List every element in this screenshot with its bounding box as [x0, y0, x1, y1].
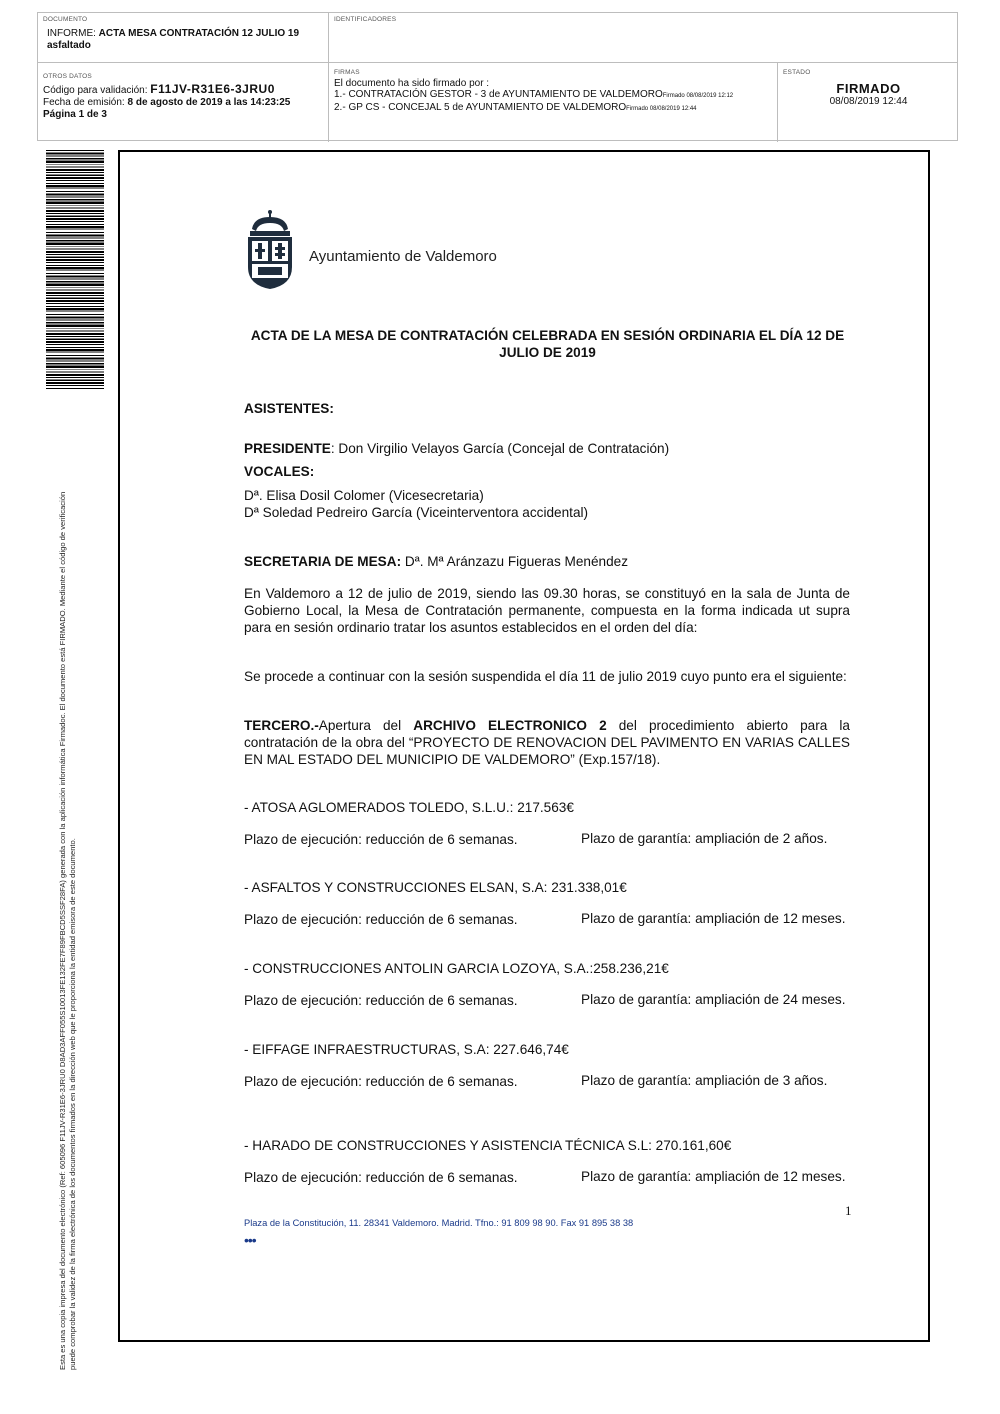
coat-of-arms-logo — [244, 209, 296, 289]
estado-value: FIRMADO — [836, 81, 901, 96]
documento-caption: DOCUMENTO — [43, 16, 88, 23]
secretaria-value: Dª. Mª Aránzazu Figueras Menéndez — [401, 554, 629, 569]
offer-company: - ATOSA AGLOMERADOS TOLEDO, S.L.U.: 217.563€ — [244, 800, 574, 815]
offer-plazo: Plazo de ejecución: reducción de 6 semanas. — [244, 832, 518, 847]
firma-2: 2.- GP CS - CONCEJAL 5 de AYUNTAMIENTO DE VALDEMOROFirmado 08/08/2019 12:44 — [334, 102, 697, 113]
tercero-label: TERCERO.- — [244, 718, 319, 733]
offer-company: - CONSTRUCCIONES ANTOLIN GARCIA LOZOYA, S.A.:258.236,21€ — [244, 961, 669, 976]
side-text-line1: Esta es una copia impresa del documento electrónico (Ref: 605096 F11JV-R31E6-3JRU0 D8AD3AFF055S10013FE132FE7F89FBCD5SSF28FA) generada con la aplicación informática Firmadoc. El documento está FIRMADO. Mediante el código de verificación — [58, 491, 67, 1370]
firma-1-date: Firmado 08/08/2019 12:12 — [662, 93, 734, 99]
offer-garantia: Plazo de garantía: ampliación de 2 años. — [581, 831, 828, 846]
documento-cell — [38, 13, 328, 55]
document-metadata-header — [37, 12, 958, 141]
codigo-label: Código para validación: — [43, 85, 148, 96]
secretaria-line — [244, 553, 628, 570]
offer-plazo: Plazo de ejecución: reducción de 6 semanas. — [244, 912, 518, 927]
organization-name: Ayuntamiento de Valdemoro — [309, 248, 497, 265]
side-text-line2: puede comprobar la validez de la firma electrónica de los documentos firmados en la dirección web que le proporciona la entidad emisora de este documento. — [68, 838, 77, 1370]
firmas-caption: FIRMAS — [334, 69, 360, 76]
offer-plazo: Plazo de ejecución: reducción de 6 semanas. — [244, 1074, 518, 1089]
offer-company: - HARADO DE CONSTRUCCIONES Y ASISTENCIA TÉCNICA S.L: 270.161,60€ — [244, 1138, 732, 1153]
offer-plazo: Plazo de ejecución: reducción de 6 semanas. — [244, 1170, 518, 1185]
archivo-electronico-label: ARCHIVO ELECTRONICO 2 — [413, 718, 607, 733]
documento-value: ACTA MESA CONTRATACIÓN 12 JULIO 19 — [98, 28, 300, 39]
intro-paragraph: En Valdemoro a 12 de julio de 2019, siendo las 09.30 horas, se constituyó en la sala de Junta de Gobierno Local, la Mesa de Contratación permanente, compuesta en la forma indicada ut supra para en sesión ordinario tratar los asuntos establecidos en el orden del día: — [244, 586, 850, 635]
vocales-heading: VOCALES: — [244, 464, 315, 479]
fecha-emision: 8 de agosto de 2019 a las 14:23:25 — [127, 97, 291, 108]
offer-company: - ASFALTOS Y CONSTRUCCIONES ELSAN, S.A: 231.338,01€ — [244, 880, 627, 895]
documento-prefix: INFORME: — [47, 28, 96, 39]
fecha-label: Fecha de emisión: — [43, 97, 125, 108]
offer-company: - EIFFAGE INFRAESTRUCTURAS, S.A: 227.646,74€ — [244, 1042, 569, 1057]
documento-value-line2: asfaltado — [47, 40, 91, 51]
offer-garantia: Plazo de garantía: ampliación de 24 meses. — [581, 992, 846, 1007]
otros-datos-caption: OTROS DATOS — [43, 73, 92, 80]
firma-2-date: Firmado 08/08/2019 12:44 — [626, 106, 697, 112]
barcode — [46, 150, 104, 390]
estado-cell — [778, 66, 959, 110]
secretaria-label: SECRETARIA DE MESA: — [244, 554, 402, 569]
page-number: 1 — [845, 1203, 852, 1218]
document-title: ACTA DE LA MESA DE CONTRATACIÓN CELEBRADA EN SESIÓN ORDINARIA EL DÍA 12 DE JULIO DE 2019 — [250, 328, 845, 360]
firma-1: 1.- CONTRATACIÓN GESTOR - 3 de AYUNTAMIENTO DE VALDEMOROFirmado 08/08/2019 12:12 — [334, 89, 734, 100]
offer-garantia: Plazo de garantía: ampliación de 12 meses. — [581, 1169, 846, 1184]
validation-code: F11JV-R31E6-3JRU0 — [150, 82, 275, 96]
footer-dots: ••• — [244, 1232, 256, 1248]
otros-datos-cell — [38, 70, 328, 124]
page-indicator: Página 1 de 3 — [43, 109, 107, 120]
estado-caption: ESTADO — [783, 69, 811, 76]
offer-plazo: Plazo de ejecución: reducción de 6 semanas. — [244, 993, 518, 1008]
firmas-intro: El documento ha sido firmado por : — [334, 78, 490, 89]
vocal-2: Dª Soledad Pedreiro García (Viceinterventora accidental) — [244, 505, 589, 520]
presidente-value: : Don Virgilio Velayos García (Concejal de Contratación) — [330, 441, 670, 456]
offer-garantia: Plazo de garantía: ampliación de 3 años. — [581, 1073, 828, 1088]
offer-garantia: Plazo de garantía: ampliación de 12 meses. — [581, 911, 846, 926]
asistentes-heading: ASISTENTES: — [244, 401, 334, 416]
continue-line: Se procede a continuar con la sesión suspendida el día 11 de julio 2019 cuyo punto era el siguiente: — [244, 669, 847, 684]
verification-side-text — [58, 395, 80, 1370]
identificadores-cell — [329, 13, 401, 26]
presidente-label: PRESIDENTE — [244, 441, 331, 456]
identificadores-caption: IDENTIFICADORES — [334, 16, 397, 23]
footer-address: Plaza de la Constitución, 11. 28341 Valdemoro. Madrid. Tfno.: 91 809 98 90. Fax 91 895 38 38 — [244, 1218, 634, 1228]
firmas-cell — [329, 66, 777, 118]
vocal-1: Dª. Elisa Dosil Colomer (Vicesecretaria) — [244, 488, 484, 503]
presidente-line — [244, 440, 669, 457]
tercero-paragraph: TERCERO.-Apertura del ARCHIVO ELECTRONICO 2 del procedimiento abierto para la contratación de la obra del “PROYECTO DE RENOVACION DEL PAVIMENTO EN VARIAS CALLES EN MAL ESTADO DEL MUNICIPIO DE VALDEMORO” (Exp.157/18). — [244, 718, 850, 767]
estado-date: 08/08/2019 12:44 — [829, 96, 908, 107]
